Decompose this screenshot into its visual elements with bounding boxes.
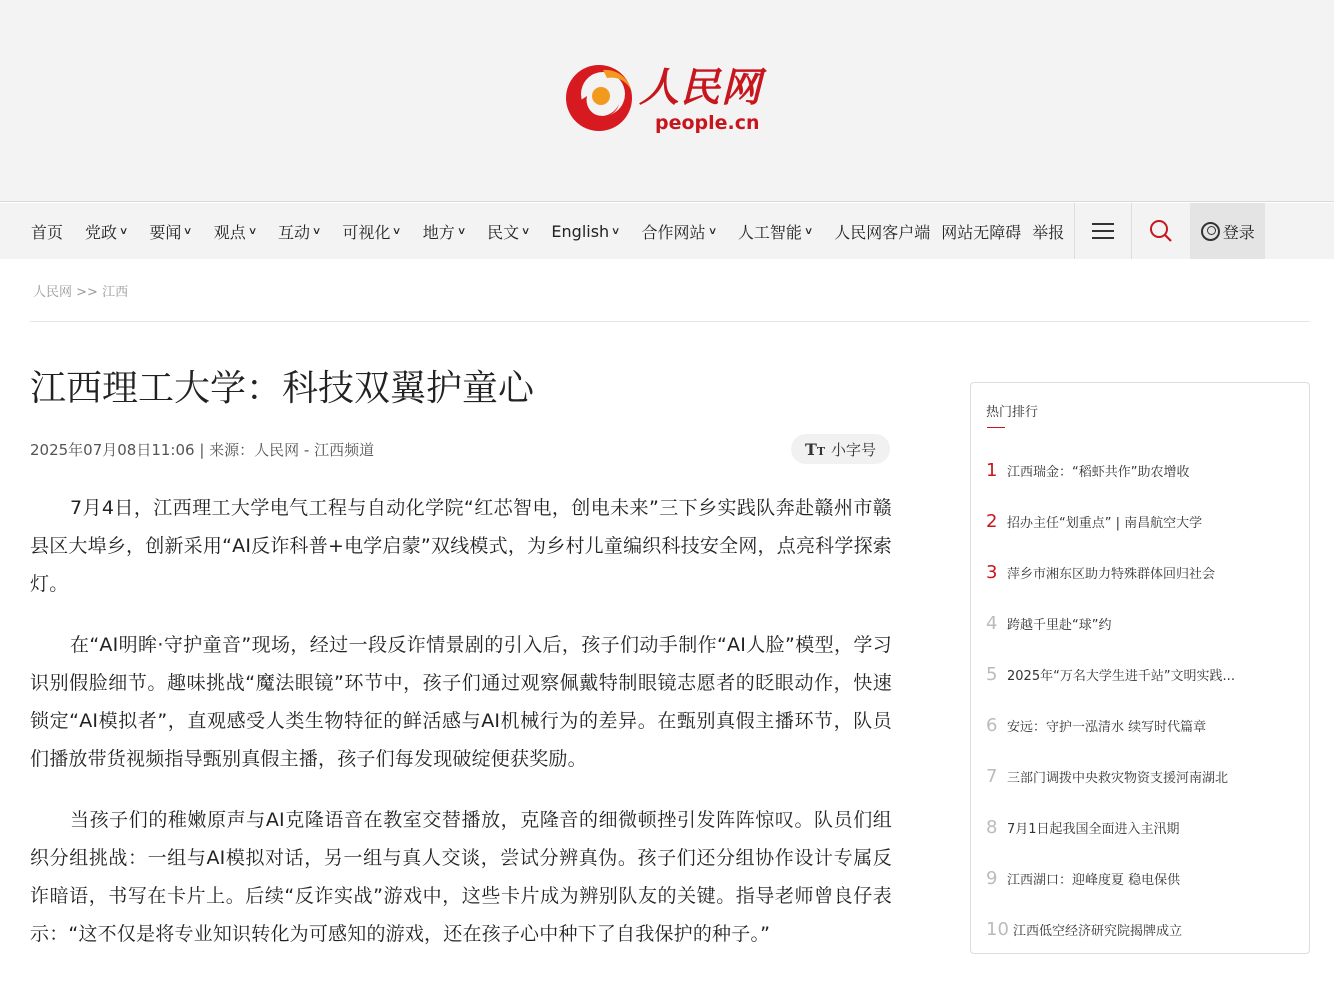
rank-text: 安远：守护一泓清水 续写时代篇章 [1007, 720, 1207, 735]
nav-item-label: 观点 [213, 222, 246, 242]
nav-item[interactable] [941, 203, 1021, 259]
nav-item[interactable] [642, 203, 716, 259]
nav-item[interactable] [85, 203, 127, 259]
chevron-down-icon: ∨ [183, 225, 193, 237]
site-header [0, 0, 1334, 202]
chevron-down-icon: ∨ [118, 225, 129, 237]
font-size-icon: TT [804, 439, 826, 459]
nav-items [0, 203, 1086, 259]
hot-ranking-item[interactable] [986, 445, 1296, 496]
rank-number: 9 [986, 868, 998, 889]
menu-icon [1092, 222, 1114, 240]
nav-item-label: 要闻 [149, 222, 182, 242]
nav-item-label: 人工智能 [737, 222, 802, 242]
search-button[interactable] [1132, 203, 1190, 259]
rank-number: 5 [986, 664, 998, 685]
hot-ranking-item[interactable] [986, 802, 1296, 853]
nav-item[interactable] [834, 203, 930, 259]
main-nav [0, 203, 1334, 259]
font-size-toggle[interactable] [791, 434, 890, 464]
article-title: 江西理工大学：科技双翼护童心 [30, 368, 535, 409]
rank-text: 三部门调拨中央救灾物资支援河南湖北 [1007, 771, 1229, 786]
nav-item-label: 党政 [85, 222, 118, 242]
article-paragraph: 在“AI明眸·守护童音”现场，经过一段反诈情景剧的引入后，孩子们动手制作“AI人脸”模型，学习识别假脸细节。趣味挑战“魔法眼镜”环节中，孩子们通过观察佩戴特制眼镜志愿者的眨眼动作，快速锁定“AI模拟者”，直观感受人类生物特征的鲜活感与AI机械行为的差异。在甄别真假主播环节，队员们播放带货视频指导甄别真假主播，孩子们每发现破绽便获奖励。 [30, 634, 892, 770]
rank-number: 6 [986, 715, 998, 736]
chevron-down-icon: ∨ [311, 225, 322, 237]
nav-item-label: 互动 [278, 222, 311, 242]
nav-item[interactable] [487, 203, 529, 259]
rank-number: 2 [986, 511, 998, 532]
nav-item[interactable] [1032, 203, 1064, 259]
article-body [30, 489, 892, 976]
people-logo[interactable] [563, 56, 783, 140]
nav-item[interactable] [342, 203, 400, 259]
logo-text-cn: 人民网 [639, 64, 762, 111]
rank-number: 1 [986, 460, 998, 481]
chevron-down-icon: ∨ [803, 225, 814, 237]
hot-ranking-list [986, 445, 1296, 955]
rank-number: 3 [986, 562, 998, 583]
nav-item[interactable] [31, 203, 63, 259]
menu-button[interactable] [1075, 203, 1131, 259]
nav-item[interactable] [149, 203, 191, 259]
nav-item-label: 首页 [31, 222, 64, 242]
hot-ranking-item[interactable] [986, 547, 1296, 598]
login-button[interactable] [1190, 203, 1265, 259]
rank-text: 江西瑞金：“稻虾共作”助农增收 [1007, 465, 1190, 480]
rank-number: 8 [986, 817, 998, 838]
nav-item-label: 可视化 [342, 222, 391, 242]
nav-item[interactable] [214, 203, 256, 259]
article-paragraph: 7月4日，江西理工大学电气工程与自动化学院“红芯智电，创电未来”三下乡实践队奔赴赣州市赣县区大埠乡，创新采用“AI反诈科普+电学启蒙”双线模式，为乡村儿童编织科技安全网，点亮科学探索灯。 [30, 497, 892, 595]
hot-ranking-item[interactable] [986, 853, 1296, 904]
breadcrumb [33, 281, 128, 300]
chevron-down-icon: ∨ [707, 225, 717, 237]
search-icon [1149, 219, 1173, 243]
nav-item-label: 地方 [422, 222, 455, 242]
rank-number: 7 [986, 766, 998, 787]
hot-ranking-item[interactable] [986, 751, 1296, 802]
nav-item[interactable] [738, 203, 812, 259]
hot-ranking-item[interactable] [986, 904, 1296, 955]
breadcrumb-section[interactable]: 江西 [102, 285, 129, 300]
divider [30, 321, 1310, 322]
title-underline [987, 427, 1005, 428]
hot-ranking-title: 热门排行 [986, 405, 1039, 420]
nav-item[interactable] [423, 203, 465, 259]
nav-item[interactable] [278, 203, 320, 259]
hot-ranking-item[interactable] [986, 700, 1296, 751]
chevron-down-icon: ∨ [611, 225, 621, 237]
article-meta: 2025年07月08日11:06 | 来源：人民网 - 江西频道 [30, 441, 375, 459]
hot-ranking-item[interactable] [986, 598, 1296, 649]
rank-text: 7月1日起我国全面进入主汛期 [1007, 822, 1180, 837]
login-label: 登录 [1222, 222, 1255, 242]
nav-item[interactable] [551, 203, 619, 259]
nav-item-label: 举报 [1032, 222, 1065, 242]
article-paragraph: 当孩子们的稚嫩原声与AI克隆语音在教室交替播放，克隆音的细微顿挫引发阵阵惊叹。队员们组织分组挑战：一组与AI模拟对话，另一组与真人交谈，尝试分辨真伪。孩子们还分组协作设计专属反诈暗语，书写在卡片上。后续“反诈实战”游戏中，这些卡片成为辨别队友的关键。指导老师曾良仔表示：“这不仅是将专业知识转化为可感知的游戏，还在孩子心中种下了自我保护的种子。” [30, 809, 892, 945]
nav-item-label: 网站无障碍 [941, 222, 1022, 242]
rank-number: 10 [986, 919, 1009, 940]
rank-number: 4 [986, 613, 998, 634]
rank-text: 招办主任“划重点” | 南昌航空大学 [1007, 516, 1203, 531]
nav-item-label: 合作网站 [641, 222, 706, 242]
rank-text: 跨越千里赴“球”约 [1007, 618, 1112, 633]
font-size-label: 小字号 [831, 440, 877, 459]
chevron-down-icon: ∨ [247, 225, 258, 237]
nav-item-label: 民文 [487, 222, 520, 242]
breadcrumb-separator: >> [72, 285, 103, 300]
user-icon [1201, 222, 1220, 241]
rank-text: 江西湖口：迎峰度夏 稳电保供 [1007, 873, 1181, 888]
logo-text-en: people.cn [655, 112, 760, 134]
rank-text: 萍乡市湘东区助力特殊群体回归社会 [1007, 567, 1216, 582]
hot-ranking-item[interactable] [986, 649, 1296, 700]
chevron-down-icon: ∨ [456, 225, 467, 237]
rank-text: 2025年“万名大学生进千站”文明实践... [1007, 669, 1235, 684]
hot-ranking-panel [970, 382, 1310, 954]
hot-ranking-item[interactable] [986, 496, 1296, 547]
chevron-down-icon: ∨ [392, 225, 402, 237]
breadcrumb-home[interactable]: 人民网 [33, 285, 73, 300]
nav-item-label: 人民网客户端 [834, 222, 931, 242]
chevron-down-icon: ∨ [520, 225, 531, 237]
logo-swirl-icon [563, 60, 635, 132]
nav-item-label: English [551, 221, 610, 241]
rank-text: 江西低空经济研究院揭牌成立 [1013, 924, 1183, 939]
